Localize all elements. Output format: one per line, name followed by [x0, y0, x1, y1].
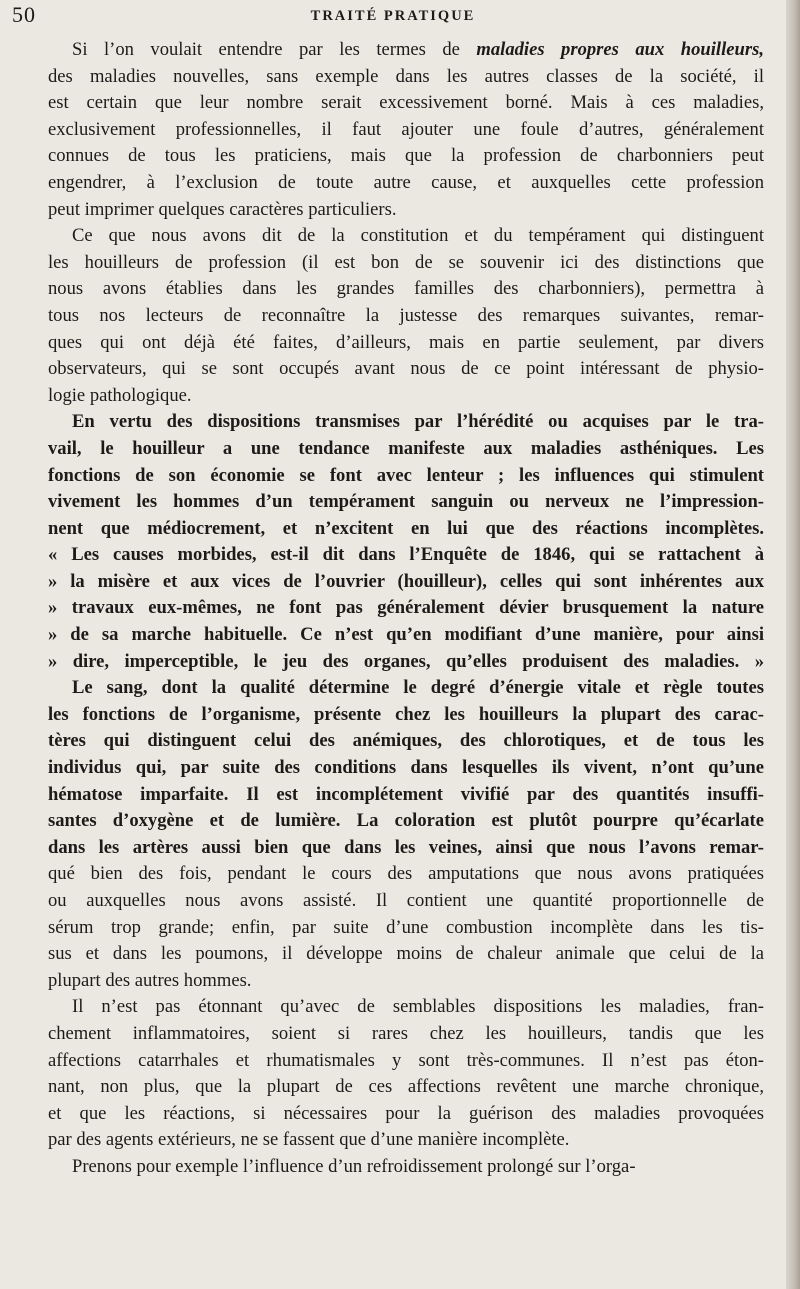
emphasis-phrase: maladies propres aux houilleurs, [476, 39, 764, 60]
text-line: connues de tous les praticiens, mais que la profession de charbonniers peut [48, 145, 764, 167]
text-line: fonctions de son économie se font avec lenteur ; les influences qui stimulent [48, 464, 764, 486]
page-number: 50 [12, 2, 36, 27]
text-line: vivement les hommes d’un tempérament sanguin ou nerveux ne l’impression- [48, 491, 764, 513]
text-line: Si l’on voulait entendre par les termes de maladies propres aux houilleurs, [72, 39, 764, 60]
running-head: TRAITÉ PRATIQUE [310, 8, 476, 24]
text-line: Prenons pour exemple l’influence d’un refroidissement prolongé sur l’orga- [72, 1155, 636, 1177]
text-line: tous nos lecteurs de reconnaître la justesse des remarques suivantes, remar- [48, 304, 764, 326]
text-line: les fonctions de l’organisme, présente chez les houilleurs la plupart des carac- [48, 703, 764, 725]
text-line: « Les causes morbides, est-il dit dans l’Enquête de 1846, qui se rattachent à [48, 544, 764, 566]
text-line: ques qui ont déjà été faites, d’ailleurs, mais en partie seulement, par divers [48, 331, 764, 353]
page-edge-shadow [786, 0, 800, 1289]
text-line: hématose imparfaite. Il est incomplétement vivifié par des quantités insuffi- [48, 783, 764, 805]
text-line: nent que médiocrement, et n’excitent en lui que des réactions incomplètes. [48, 517, 764, 539]
text-line: Ce que nous avons dit de la constitution et du tempérament qui distinguent [72, 225, 764, 247]
text-line: des maladies nouvelles, sans exemple dans les autres classes de la société, il [48, 65, 764, 87]
text-line: et que les réactions, si nécessaires pour la guérison des maladies provoquées [48, 1102, 764, 1124]
body-text [48, 37, 764, 1181]
text-line: dans les artères aussi bien que dans les veines, ainsi que nous l’avons remar- [48, 836, 764, 858]
text-line: exclusivement professionnelles, il faut ajouter une foule d’autres, généralement [48, 118, 764, 140]
text-line: affections catarrhales et rhumatismales y sont très-communes. Il n’est pas éton- [48, 1049, 764, 1071]
text-line: santes d’oxygène et de lumière. La coloration est plutôt pourpre qu’écarlate [48, 810, 764, 832]
text-line: est certain que leur nombre serait excessivement borné. Mais à ces maladies, [48, 92, 764, 114]
text-line: sérum trop grande; enfin, par suite d’une combustion incomplète dans les tis- [48, 916, 764, 938]
text-line: » la misère et aux vices de l’ouvrier (houilleur), celles qui sont inhérentes aux [48, 570, 764, 592]
text-line: » travaux eux-mêmes, ne font pas généralement dévier brusquement la nature [48, 597, 764, 619]
text-line: peut imprimer quelques caractères particuliers. [48, 198, 397, 220]
text-line: qué bien des fois, pendant le cours des amputations que nous avons pratiquées [48, 863, 764, 885]
text-line: » dire, imperceptible, le jeu des organes, qu’elles produisent des maladies. » [48, 650, 764, 672]
text-line: individus qui, par suite des conditions dans lesquelles ils vivent, n’ont qu’une [48, 757, 764, 779]
text-line: vail, le houilleur a une tendance manifeste aux maladies asthéniques. Les [48, 437, 764, 459]
text-line: observateurs, qui se sont occupés avant nous de ce point intéressant de physio- [48, 358, 764, 380]
text-line: Le sang, dont la qualité détermine le degré d’énergie vitale et règle toutes [72, 677, 764, 699]
text-line: les houilleurs de profession (il est bon de se souvenir ici des distinctions que [48, 251, 764, 273]
text-line: sus et dans les poumons, il développe moins de chaleur animale que celui de la [48, 943, 764, 965]
text-line: » de sa marche habituelle. Ce n’est qu’en modifiant d’une manière, pour ainsi [48, 624, 764, 646]
text-line: chement inflammatoires, soient si rares chez les houilleurs, tandis que les [48, 1022, 764, 1044]
text-line: engendrer, à l’exclusion de toute autre cause, et auxquelles cette profession [48, 171, 764, 193]
text-line: nous avons établies dans les grandes familles des charbonniers), permettra à [48, 278, 764, 300]
text-line: nant, non plus, que la plupart de ces affections revêtent une marche chronique, [48, 1076, 764, 1098]
text-line: ou auxquelles nous avons assisté. Il contient une quantité proportionnelle de [48, 890, 764, 911]
text-line: En vertu des dispositions transmises par l’hérédité ou acquises par le tra- [72, 411, 764, 433]
text-line: par des agents extérieurs, ne se fassent que d’une manière incomplète. [48, 1129, 570, 1151]
text-line: plupart des autres hommes. [48, 969, 252, 991]
text-line: logie pathologique. [48, 384, 192, 406]
text-line: tères qui distinguent celui des anémiques, des chlorotiques, et de tous les [48, 730, 764, 752]
text-line: Il n’est pas étonnant qu’avec de semblables dispositions les maladies, fran- [72, 996, 764, 1018]
page-header [0, 0, 786, 36]
